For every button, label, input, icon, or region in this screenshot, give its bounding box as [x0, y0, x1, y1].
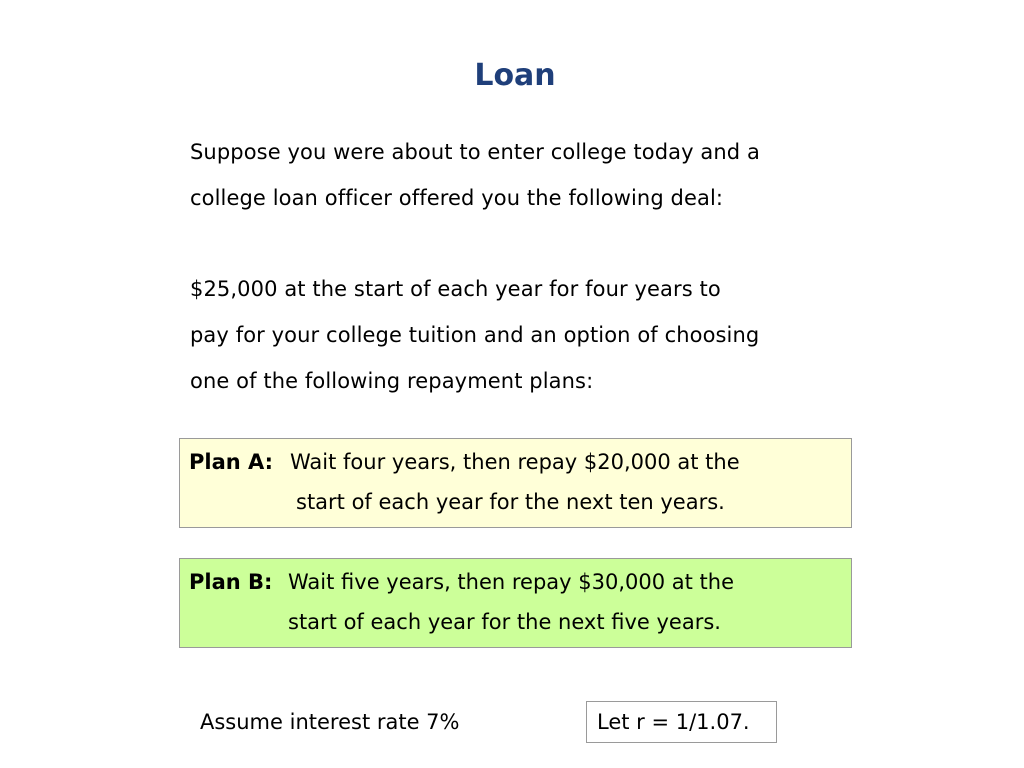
offer-line: one of the following repayment plans: [190, 369, 594, 393]
interest-rate-assumption: Assume interest rate 7% [200, 710, 460, 734]
plan-a-box [179, 438, 852, 528]
discount-factor-box: Let r = 1/1.07. [586, 701, 777, 743]
plan-b-text-line1: Wait five years, then repay $30,000 at the [288, 570, 735, 594]
plan-b-label: Plan B: [189, 570, 273, 594]
offer-line: pay for your college tuition and an option of choosing [190, 323, 760, 347]
plan-a-text-line2: start of each year for the next ten years. [296, 490, 725, 514]
plan-a-label: Plan A: [189, 450, 274, 474]
plan-b-box [179, 558, 852, 648]
offer-line: $25,000 at the start of each year for four years to [190, 277, 721, 301]
intro-paragraph [190, 129, 850, 221]
plan-b-text-line2: start of each year for the next five years. [288, 610, 721, 634]
intro-line: Suppose you were about to enter college today and a [190, 140, 760, 164]
offer-paragraph [190, 266, 850, 404]
intro-line: college loan officer offered you the following deal: [190, 186, 724, 210]
plan-a-text-line1: Wait four years, then repay $20,000 at the [290, 450, 740, 474]
slide-title: Loan [474, 58, 556, 93]
